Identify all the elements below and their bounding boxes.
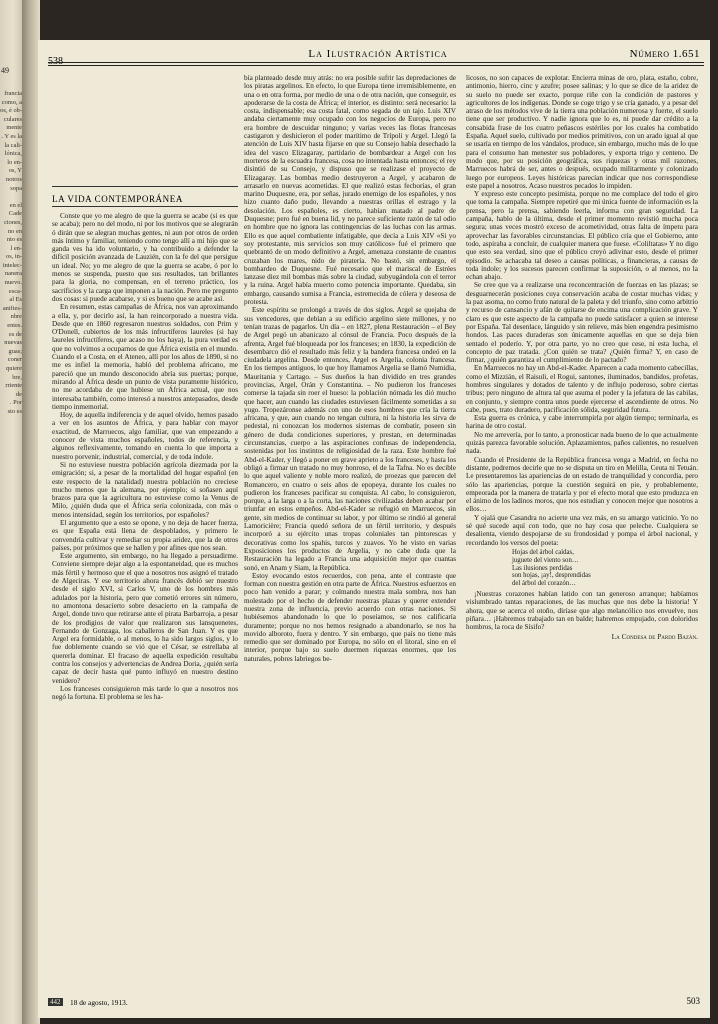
paragraph: Hoy, de aquella indiferencia y de aquel olvido, hemos pasado a ver en los asuntos de África, y para hablar con mayor exactitud, de Marruecos, algo familiar, que van empezando a conocer de vista muchos españoles, todos de referencia, y algunos reflexivamente, tomando en cuenta lo que importa a nuestro porvenir, industrial, comercial, y de toda índole. (52, 411, 238, 461)
paragraph: Este espíritu se prolongó a través de dos siglos. Argel se quejaba de sus vencedores, que debían a su edificio argelino siete millones, y no tenían trazas de pagarlos. Un día – en 1827, plena Restauración – el Bey de Argel pegó un abanicazo al cónsul de Francia. Poco después de la afrenta, Argel fué bloqueada por los franceses; en 1830, la expedición de desembarco dió el resultado más feliz y la bandera francesa ondeó en la ciudadela argelina. Desde entonces, Argel es Argelia, colonia francesa. En los tiempos antiguos, lo que hoy llamamos Argelia se llamó Numidia, Mauritania y Cartago. – Sus dueños la han dividido en tres grandes provincias, Argel, Orán y Constantina. – No pudieron los franceses comerse la tajada sin roer el hueso: la población nómada les dió mucho que hacer, aun cuando las ciudades estuviesen fácilmente sometidas a su yugo. Tropezáronse además con uno de esos hombres que cría la tierra africana, y que, aun cuando no tengan cultura, ni la historia les sirva de pedestal, ni conozcan los modernos sistemas de combatir, poseen sin género de duda condiciones superiores, y prestan, en determinadas circunstancias, cuerpo a las aspiraciones confusas de independencia, sostenidas por los instintos de religiosidad de la raza. Este hombre fué Abd-el-Kader, y llegó a poner en grave aprieto a los franceses, y hasta los obligó a firmar un tratado no muy honroso, el de la Tafna. No es decible lo que aquel valiente y noble moro realizó, de proezas que parecen del Romancero, en cuatro o seis años de epopeya, durante los cuales no pudieron los franceses pacificar su conquista. Al cabo, lo consiguieron, porque, a la larga o a la corta, las naciones civilizadas deben acabar por triunfar en estos empeños. Abd-el-Kader se refugió en Marruecos, sin gente, sin medios de continuar su labor, y por último se rindió al general Lamoricière; Francia quedó señora de un fértil territorio, y después incorporó a su ejército unas tropas coloniales tan pintorescas y decorativas como los spahis, turcos y zuavos. Yo he visto en varias Exposiciones los productos de Argelia, y no cabe duda que la Restauración ha legado a Francia una adquisición mejor que cuantas sonó, en Anam y Siam, la República. (244, 306, 456, 572)
header-rule (48, 62, 704, 63)
paragraph: Los franceses consiguieron más tarde lo que a nosotros nos negó la fortuna. El problema se les ha- (52, 684, 238, 702)
header-issue-number: Número 1.651 (629, 48, 700, 60)
paragraph: El argumento que a esto se opone, y no deja de hacer fuerza, es que España está llena de despoblados, y primero le convendría cultivar y remediar su propia aridez, que la de otros países, por próximos que se hallen y por afines que nos sean. (52, 518, 238, 552)
paragraph: Este argumento, sin embargo, no ha llegado a persuadirme. Conviene siempre dejar algo a la espontaneidad, que es muchos más fértil y hermoso que el que a nosotros nos asignó el tratado de Algeciras. Y ese territorio ahora francés debió ser nuestro desde el siglo XVI, si Carlos V, uno de los hombres más adulados por la historia, pero que cometió errores sin número, no amontona desacierto sobre desacierto en la campaña de Argel, donde tuvo que retirarse ante el pirata Barbarroja, a pesar de los prodigios de valor que realizaron sus lansquenetes, Fernando de Gonzaga, los caballeros de San Juan. Y es que Argel era formidable, o al menos, lo ha sido largos siglos, y lo fue doblemente cuando se vió que el César, se estrellaba al quererla dominar. El fracaso de aquella expedición resultaba contra los consejos y advertencias de Andrea Doria, ¿quién sería capaz de decir hasta qué punto influyó en nuestro destino venidero? (52, 552, 238, 685)
header-rule-secondary (48, 65, 704, 66)
column-1 (52, 212, 238, 702)
header-title: La Ilustración Artística (308, 48, 448, 60)
footer-page-number: 503 (686, 996, 700, 1006)
paragraph: En resumen, estas campañas de África, nos van aproximando a ella, y, por decirlo así, la han reincorporado a nuestra vida. Desde que en 1860 regresaron nuestros soldados, con Prim y O'Donell, cubiertos de los más infructíferos laureles (si hay laureles infructíferos, que acaso no los haya), la pura verdad es que no volvimos a ocuparnos de que África existía en el mundo. Cuando el a Costa, en el Ateneo, allí por los años de 1890, si no me es infiel la memoria, habló del problema africano, me pareció que un mundo desconocido abría sus puertas; porque, mirando al África desde un punto de vista puramente histórico, no me acordaba de que hubiese un África actual, que nos interesaba también, como interesó a nuestros antepasados, desde tiempo inmemorial. (52, 303, 238, 411)
poem-line: Hojas del árbol caídas, (512, 548, 574, 556)
left-page-text-fragment: francia como, a os, é ob- culares mente . Y es la la cali- lónica, lo en- os, Y notros sopa en el Cade ciones, no en nto es l en- os, in- intelec- nanera nuevo. esca- al Es anifies- nbre entes. es de nuevas guas; coner quiere bre, rriente de . Por sto es (0, 90, 22, 415)
page-footer (48, 998, 704, 1012)
paragraph: Y expreso este concepto pesimista, porque no me complace del todo el giro que toma la campaña. Siempre repetiré que mi única fuente de información es la prensa, pero la prensa, sabiendo leerla, informa con gran seguridad. La campaña, hablo de la última, desde el primer momento revistió mucha poca segura; unas veces mostró exceso de acometividad, otras falta de ímpetu para aprovechar las favorables circunstancias. El público cría que el Gobierno, ante todo, aspiraba a concluir, de cualquier manera que fuese. «Coliltatas» Y no digo que esto sea verdad, sino que el público creyó adivinar esto, desde el primer episodio. Se achacaba tal deseo a causas políticas, a financieras, a causas de toda índole; y los sucesos parecen confirmar la suposición, o al menos, no la echan abajo. (466, 190, 698, 282)
column-3 (466, 74, 698, 642)
poem-line: juguete del viento son… (512, 556, 579, 564)
column-2 (244, 74, 456, 663)
paragraph: Estoy evocando estos recuerdos, con pena, ante el contraste que forman con nuestra gestión en otra parte de África. Nuestros esfuerzos en poco han venido a parar; y colmando nuestra mala sombra, nos han molestado por el hecho de defender nuestras plazas y querer extender nuestra zona de influencia, previo acuerdo con otras naciones. Si hubiésemos abandonado lo que lo poseíamos, se nos calificaría duramente; porque no nos hemos resignado a abandonarlo, se nos ha movido alboroto, fuera y dentro. Y sin embargo, que país no tiene más remedio que ser dominado por Europa, no sólo en el litoral, sino en el interior, porque bajo su suelo duermen riquezas enormes, que los naturales, pobres labriegos be- (244, 571, 456, 663)
paragraph: Y ojalá que Casandra no acierte una vez más, en su amargo vaticinio. Yo no sé qué sucede aquí con todo, que no hay cosa que peleche. Cualquiera se desalienta, viendo despojarse de su frondosidad y pompa el árbol nacional, y recordando los versos del poeta: (466, 513, 698, 547)
paragraph: Conste que yo me alegro de que la guerra se acabe (si es que se acaba); pero no del modo, ni por los motivos que se alegrarán ó dirán que se alegran muchas gentes, ni aun por otros de orden más íntimo y familiar, teniendo como tengo allí a mi hijo que se ganda ves ha ido voluntario, y ha contribuido a defender la difícil posición avanzada de Lauzién, con la fe del que persigue un ideal. No; yo me alegro de que la guerra se acabe, ó por lo menos se suspenda, puesto que sus resultados, tan brillantes para la gloria, no compensan, en el terreno práctico, los sacrificios y la carga que imponen a la nación. Pero me pregunto dos cosas: si puede acabarse, y si es bueno que se acabe así. (52, 212, 238, 303)
section-title: LA VIDA CONTEMPORÁNEA (52, 194, 183, 204)
section-rule-top (52, 186, 238, 187)
left-page-edge (0, 0, 22, 1024)
paragraph: Si no estuviese nuestra población agrícola diezmada por la emigración; si, a pesar de la mortalidad del hogar español (en este respecto de la natalidad) nuestra población no creciese mucho menos que la alemana, por ejemplo; si soñasen aquí brazos para que la agricultura no estuviese como la Venus de Milo, ¿quién duda que el África sería colonizada, con más o menos intensidad, según los territorios, por españoles? (52, 460, 238, 519)
paragraph: Esta guerra es crónica, y cabe interrumpirla por algún tiempo; terminarla, es harina de otro costal. (466, 414, 698, 431)
paragraph: En Marruecos no hay un Abd-el-Kader. Aparecen a cada momento cabecillas, como el Mizzián, el Raisuli, el Rogui, santones, iluminados, bandidos, profetas, hombres singulares y dotados de talento y de influjo poderoso, sobre ciertas tribus; pero ninguno de altura tal que asuma el poder y la jefatura de las cabilas, en conjunto, y siempre contra unos puede ejercerse el ascendiente de otros. No cabe, pues, trato duradero, pacificación sólida, seguridad futura. (466, 364, 698, 414)
magazine-page (38, 40, 710, 1018)
left-page-number: 49 (1, 66, 9, 75)
paragraph: bía planteado desde muy atrás: no era posible sufrir las depredaciones de los piratas argelinos. En efecto, lo que Europa tiene irremisiblemente, en una o en otra forma, por medio de una o de otra nación, que conseguir, es apoderarse de la costa de África; el interior, es distinto: será necesario: la costa, indispensable; esa costa fatal, como segada de un tajo. Luis XIV andaba ciertamente muy ocupado con los negocios de Europa, pero no era hombre de descuidar ninguno; y varias veces las flotas francesas castigaron y deshicieron el poder marítimo de Trípoli y Argel. Llegó la atención de Luis XIV hasta fijarse en que su Consejo había desechado la idea del vasco Elizagaray, partidario de bombardear a Argel con los morteros de la escuadra francesa, cosa no intentada hasta entonces; el rey disintió de su Consejo, y dispuso que se realizase el proyecto de Elizagaray. Las bombas medio destruyeron a Argel, y acabaron de arrasarlo en nuevas acometidas. El que realizó estas fechorías, el gran marino Duquesne, era, por señas, jurado enemigo de los españoles, y nos hizo cuanto daño pudo, llevando a nuestras orillas el estrago y la desolación. Los españoles, es cierto, habían matado al padre de Duquesne; pero fué en buena lid, y no parece suficiente razón de tal odio en hombre que no ignora las contingencias de las luchas con las armas. Ello es que aquel combatiente infatigable, que decía a Luis XIV «Si yo soy protestante, mis servicios son muy católicos» fué el primero que quebrantó de un modo definitivo a Argel, amenaza constante de cuantos cruzaban los mares, nido de piratería. No bastó, sin embargo, el bombardeo de Duquesne. Fué necesario que el mariscal de Estrées lanzase diez mil bombas más sobre la ciudad, subyugándola con el terror y la ruina. Argel había muerto como potencia importante. Quedaba, sin embargo, causando sumisa a Francia, estremecida de cólera y deseosa de protesta. (244, 74, 456, 307)
paragraph: Se cree que va a realizarse una reconcentración de fuerzas en las plazas; se desguarnecerán posiciones cuya conservación acaba de costar muchas vidas; y la paz asoma, no como fruto natural de la paleta y del triunfo, sino como arbitrio y recurso de cansancio y afán de quitarse de encima una complicación grave. Y claro es que este aspecto de la campaña no puede satisfacer a quien se interese por España. Tal desenlace, lánguido y sin relieve, más bien engendra pesimismo hondos. Las paces duraderas son únicamente aquellas en que se deja bien sentado el poderío. Y, por otra parte, yo no creo que cese, ni esta lucha, el concepto de paz tratada. ¿Con quién se trata? ¿Quién firma? Y, en caso de firmar, ¿quién garantiza el cumplimiento de lo pactado? (466, 281, 698, 365)
footer-badge: 442 (50, 998, 61, 1006)
paragraph: Cuando el Presidente de la República francesa venga a Madrid, en fecha no distante, podremos decirle que no se disputa un tiro en Melilla, Ceuta ni Tetuán. Le presentaremos las apariencias de un estado de tranquilidad y concordia, pero sólo las apariencias, porque la cuestión seguirá en pie, y probablemente, empeorada por la manera de tratarla y por el efecto moral que esto produzca en el ánimo de los ladinos moros, que nos estudian y conocen mejor que nosotros a ellos… (466, 455, 698, 514)
closing-paragraph: ¡Nuestras corazones habían latido con tan generoso arranque; habíamos vislumbrado tantas reparaciones, de las muchas que nos debe la historia! Y ahora, que se acerca el otoño, diríase que algo melancólico nos envuelve, nos piñara… ¡Habremos trabajado tan en balde; habremos empujado, con doloridos hombros, la roca de Sísifo? (466, 589, 698, 632)
poem (512, 549, 698, 588)
paragraph: No me arrevería, por lo tanto, a pronosticar nada bueno de lo que actualmente quizás parezca favorable solución. Aplazamientos, paños calientes, no resuelven nada. (466, 430, 698, 456)
poem-line: del árbol del corazón… (512, 580, 576, 588)
author-signature: La Condesa de Pardo Bazán. (611, 632, 698, 642)
poem-line: Las ilusiones perdidas (512, 564, 573, 572)
footer-date: 18 de agosto, 1913. (70, 998, 128, 1007)
paragraph: licosos, no son capaces de explotar. Encierra minas de oro, plata, estaño, cobre, antimonio, hierro, cinc y azufre; posee salinas; y lo que se dice de la aridez de su suelo no puede ser exacto, porque riñe con la condición de pastores y agricultores de los indígenas. Donde se coge trigo y se cría ganado, y a pesar del atraso de los métodos vive de la tierra una población numerosa y fuerte, el suelo tiene que ser productivo. Y nadie ignora que lo es, ni puede dar crédito a la consabida frase de los cuatro peñascos estériles por los cuales ha combatido España. Aquel suelo, cultivado por medios primitivos, con un arado igual al que se usaría en tiempo de los vándalos, produce, sin embargo, mucho más de lo que para el consumo han menester sus pobladores, y exporta trigo y centeno. De modo que, por su posición geográfica, sus riquezas y otras mil razones, Marruecos habrá de ser, antes o después, ocupado militarmente y colonizado luego por europeos. Leyes históricas parecían indicar que nos correspondiese este papel a nosotros. Acaso nuestros pecados lo impiden. (466, 74, 698, 190)
section-rule-bottom (52, 206, 238, 207)
poem-line: son hojas, ¡ay!, desprendidas (512, 572, 591, 580)
